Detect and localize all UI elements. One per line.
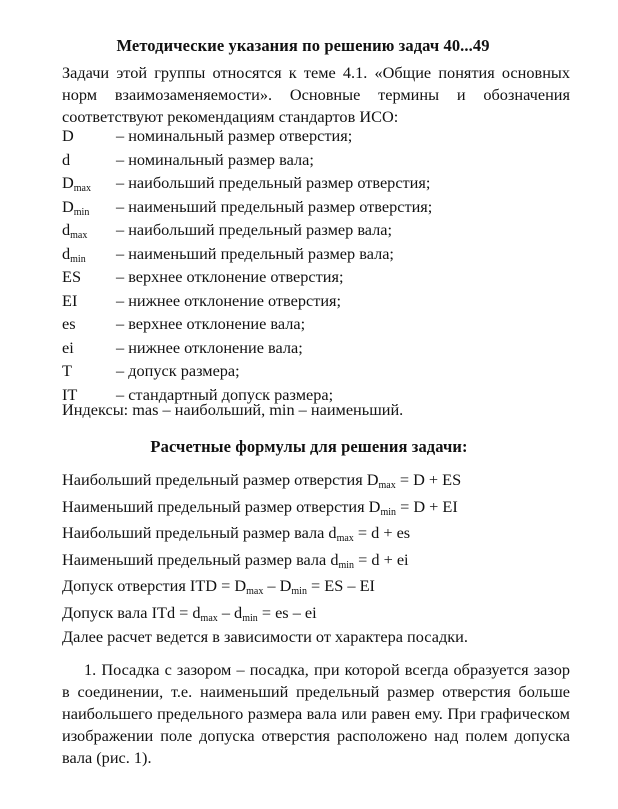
formula-hole-tolerance: Допуск отверстия ITD = $D_{max} - D_{min}$ = ES – EI [62, 576, 375, 598]
term-description: – верхнее отклонение вала; [116, 314, 306, 333]
term-symbol: ei [62, 337, 74, 357]
term-description: – наименьший предельный размер отверстия; [116, 196, 433, 216]
term-description: – нижнее отклонение вала; [116, 337, 303, 357]
term-description: – допуск размера; [116, 361, 240, 380]
term-description: – номинальный размер вала; [116, 149, 314, 169]
term-symbol: $D_{max}$ [62, 173, 91, 194]
intro-paragraph: Задачи этой группы относятся к теме 4.1. «Общие понятия основных норм взаимозаменяемости». Основные термины и обозначения соответствуют рекомендациям стандартов ИСО: [62, 63, 570, 126]
term-symbol: ES [62, 267, 82, 286]
term-description: – нижнее отклонение отверстия; [116, 290, 342, 310]
term-symbol: IT [62, 384, 78, 404]
term-symbol: es [62, 314, 76, 333]
term-symbol: T [62, 361, 72, 380]
term-symbol: d [62, 149, 71, 169]
formula-dmin-hole: Наименьший предельный размер отверстия $D_{min} = D$ + EI [62, 496, 458, 518]
term-symbol: D [62, 126, 74, 145]
further-note: Далее расчет ведется в зависимости от характера посадки. [62, 627, 468, 646]
formula-shaft-tolerance: Допуск вала ITd = $d_{max} - d_{min}$ = es – ei [62, 602, 317, 624]
section-heading-formulas: Расчетные формулы для решения задачи: [150, 437, 468, 456]
term-symbol: $d_{max}$ [62, 220, 88, 241]
clearance-fit-paragraph: 1. Посадка с зазором – посадка, при которой всегда образуется зазор в соединении, т.е. наименьший предельный размер отверстия больше наибольшего предельного размера вала или равен ему. При графическом изображении поле допуска отверстия расположено над полем допуска вала (рис. 1). [62, 660, 570, 767]
formula-dmax-shaft: Наибольший предельный размер вала $d_{max} = d$ + es [62, 523, 411, 545]
formula-dmax-hole: Наибольший предельный размер отверстия $D_{max} = D$ + ES [62, 470, 462, 491]
term-symbol: $d_{min}$ [62, 243, 86, 265]
formulas-list [62, 467, 461, 627]
term-description: – наименьший предельный размер вала; [116, 243, 394, 263]
term-description: – номинальный размер отверстия; [116, 126, 353, 145]
term-description: – наибольший предельный размер вала; [116, 220, 393, 239]
term-symbol: EI [62, 290, 78, 310]
term-description: – верхнее отклонение отверстия; [116, 267, 344, 286]
term-description: – наибольший предельный размер отверстия; [116, 173, 431, 192]
indices-note: Индексы: mas – наибольший, min – наименьший. [62, 400, 404, 419]
term-symbol: $D_{min}$ [62, 196, 90, 218]
section-heading-guidance: Методические указания по решению задач 40...49 [116, 36, 490, 55]
term-description: – стандартный допуск размера; [116, 384, 334, 404]
formula-dmin-shaft: Наименьший предельный размер вала $d_{min} = d$ + ei [62, 549, 409, 571]
